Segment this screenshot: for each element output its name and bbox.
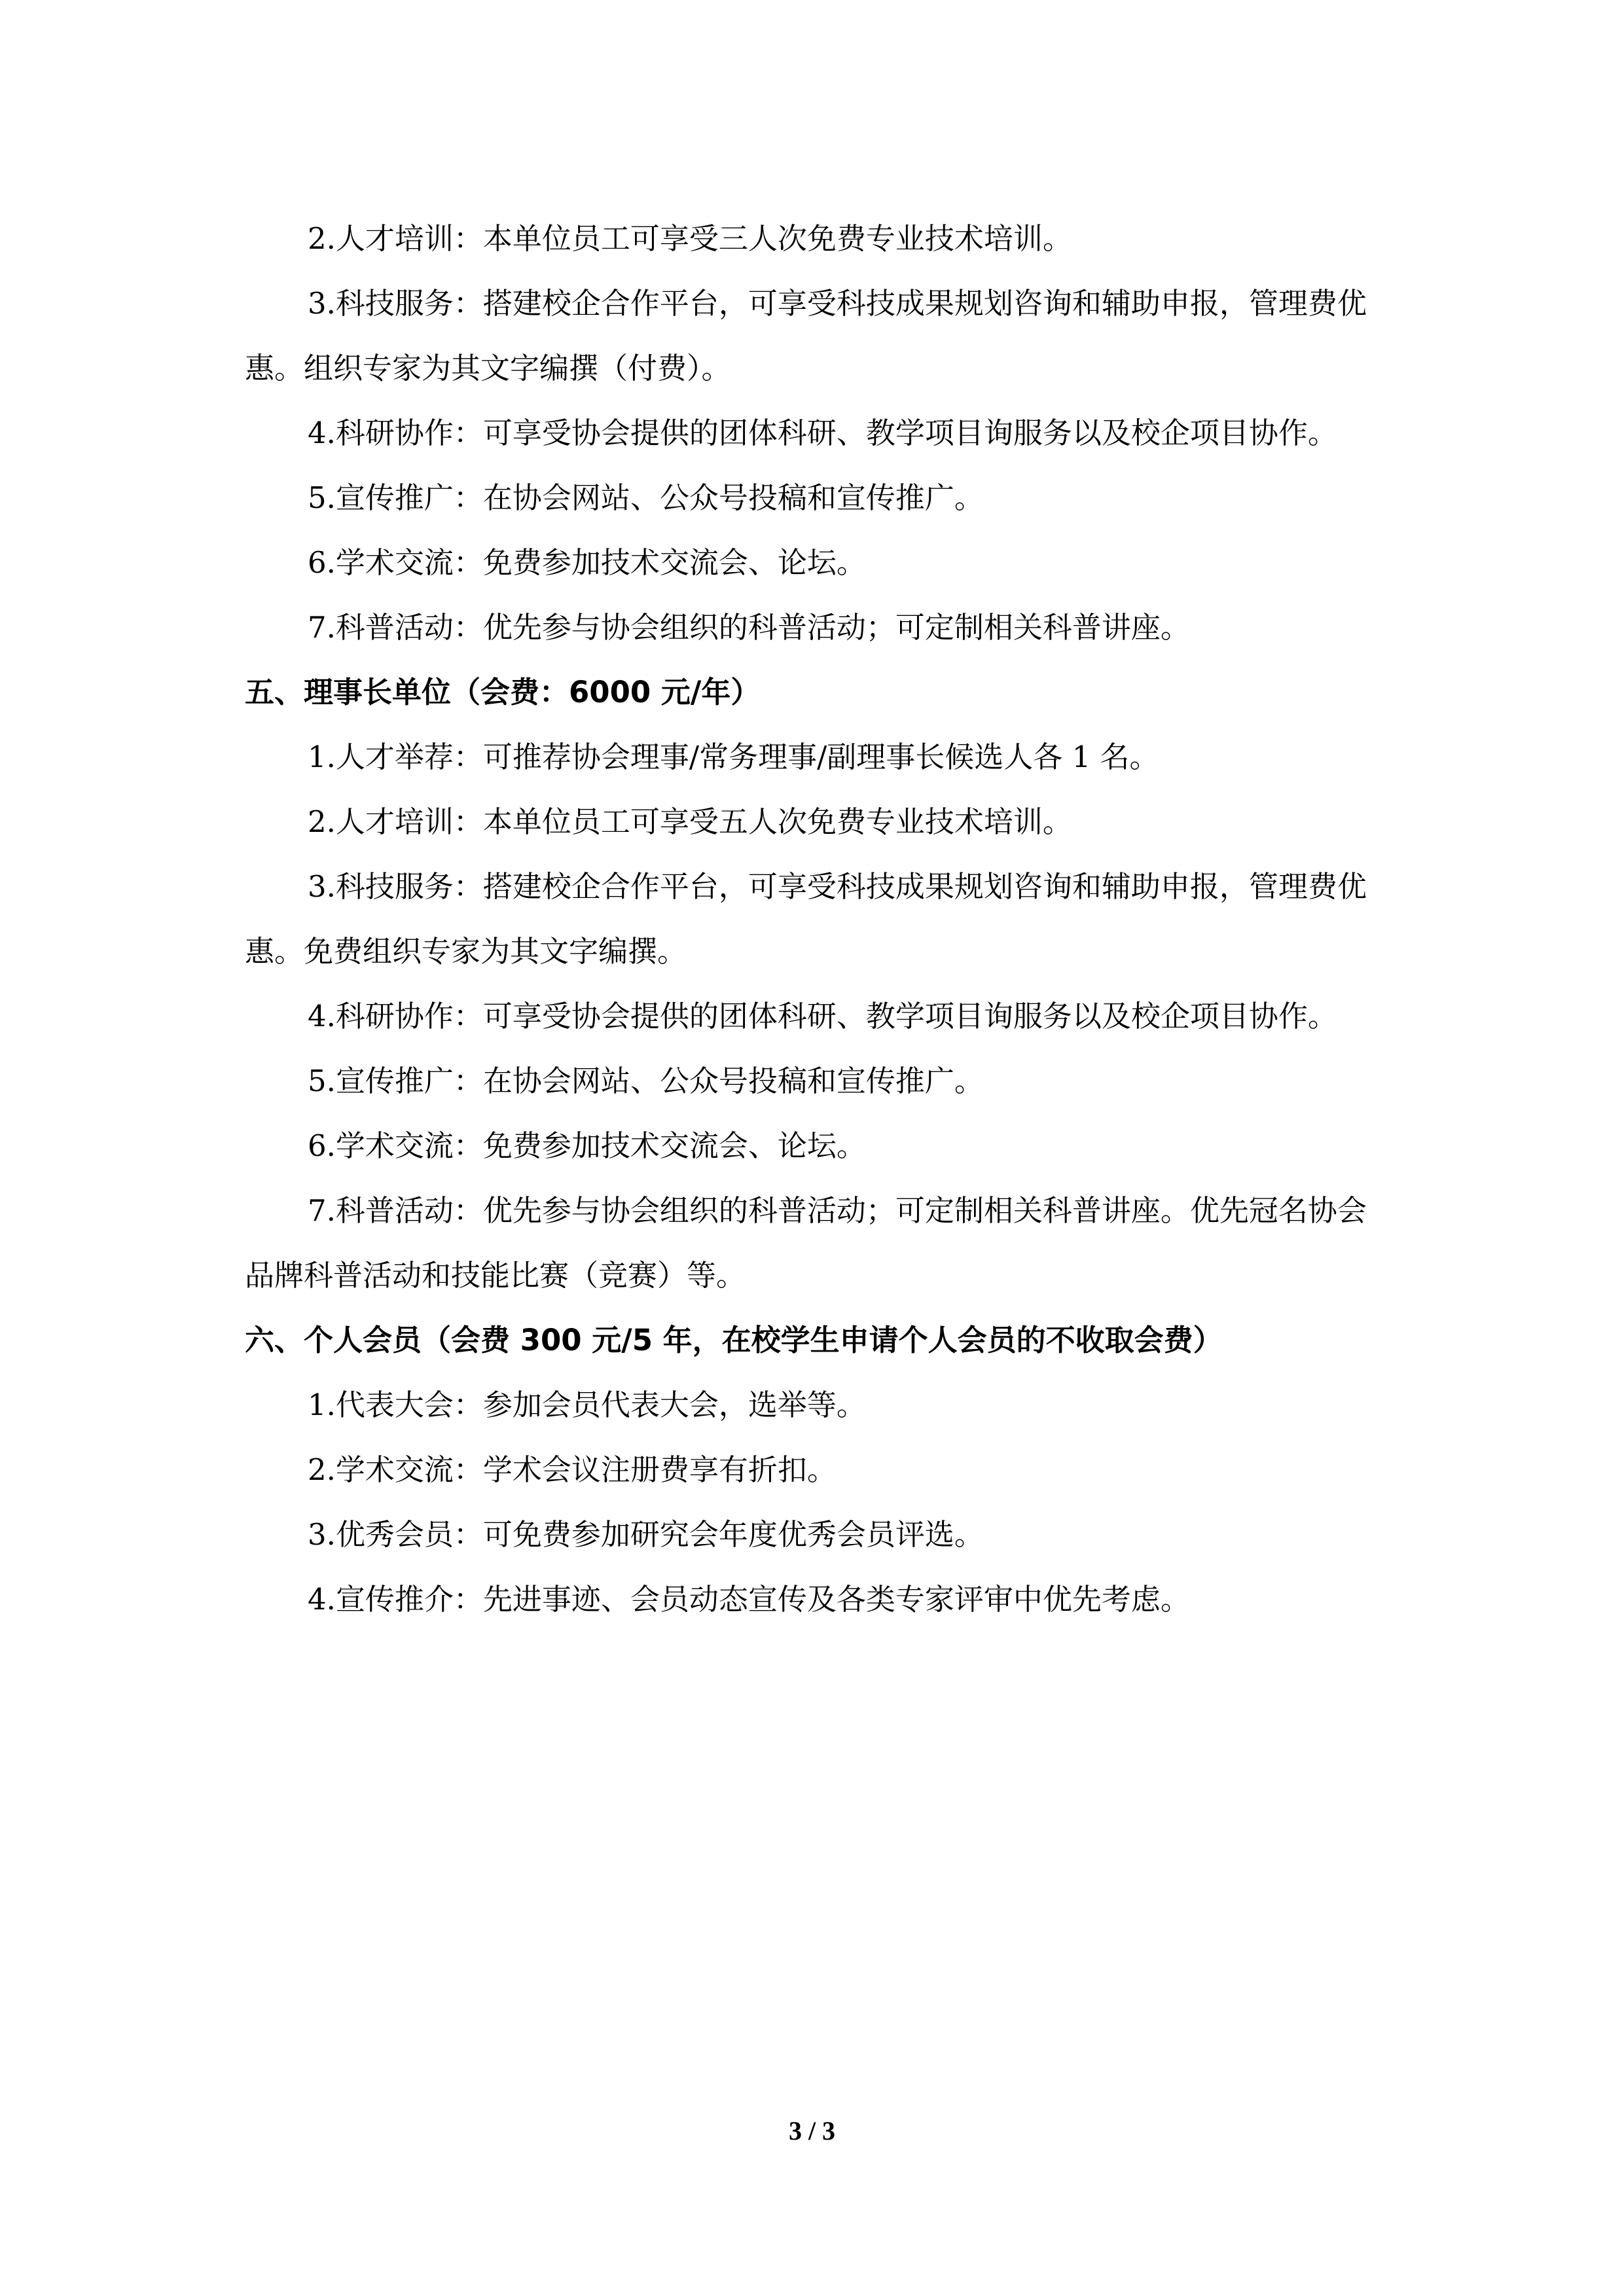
list-item: 5.宣传推广：在协会网站、公众号投稿和宣传推广。: [308, 1064, 984, 1098]
document-body: [245, 206, 1377, 1632]
list-item: 2.人才培训：本单位员工可享受三人次免费专业技术培训。: [308, 221, 1072, 256]
page-number: 3 / 3: [788, 2116, 836, 2145]
section-heading-chairman-unit: 五、理事长单位（会费：6000 元/年）: [245, 675, 761, 709]
list-item: 4.宣传推介：先进事迹、会员动态宣传及各类专家评审中优先考虑。: [308, 1582, 1190, 1617]
list-item: 6.学术交流：免费参加技术交流会、论坛。: [308, 1128, 866, 1163]
list-item: 3.科技服务：搭建校企合作平台，可享受科技成果规划咨询和辅助申报，管理费优惠。组织专家为其文字编撰（付费）。: [245, 286, 1367, 386]
list-item: 7.科普活动：优先参与协会组织的科普活动；可定制相关科普讲座。: [308, 610, 1190, 645]
list-item: 1.人才举荐：可推荐协会理事/常务理事/副理事长候选人各 1 名。: [308, 740, 1159, 774]
list-item: 7.科普活动：优先参与协会组织的科普活动；可定制相关科普讲座。优先冠名协会品牌科普活动和技能比赛（竞赛）等。: [245, 1193, 1367, 1293]
list-item: 5.宣传推广：在协会网站、公众号投稿和宣传推广。: [308, 480, 984, 515]
list-item: 3.科技服务：搭建校企合作平台，可享受科技成果规划咨询和辅助申报，管理费优惠。免费组织专家为其文字编撰。: [245, 869, 1367, 969]
list-item: 3.优秀会员：可免费参加研究会年度优秀会员评选。: [308, 1517, 984, 1552]
list-item: 1.代表大会：参加会员代表大会，选举等。: [308, 1388, 866, 1422]
list-item: 6.学术交流：免费参加技术交流会、论坛。: [308, 545, 866, 580]
list-item: 2.人才培训：本单位员工可享受五人次免费专业技术培训。: [308, 804, 1072, 839]
section-heading-individual-member: 六、个人会员（会费 300 元/5 年，在校学生申请个人会员的不收取会费）: [245, 1323, 1223, 1357]
list-item: 4.科研协作：可享受协会提供的团体科研、教学项目询服务以及校企项目协作。: [308, 416, 1337, 450]
list-item: 2.学术交流：学术会议注册费享有折扣。: [308, 1452, 837, 1487]
list-item: 4.科研协作：可享受协会提供的团体科研、教学项目询服务以及校企项目协作。: [308, 999, 1337, 1033]
